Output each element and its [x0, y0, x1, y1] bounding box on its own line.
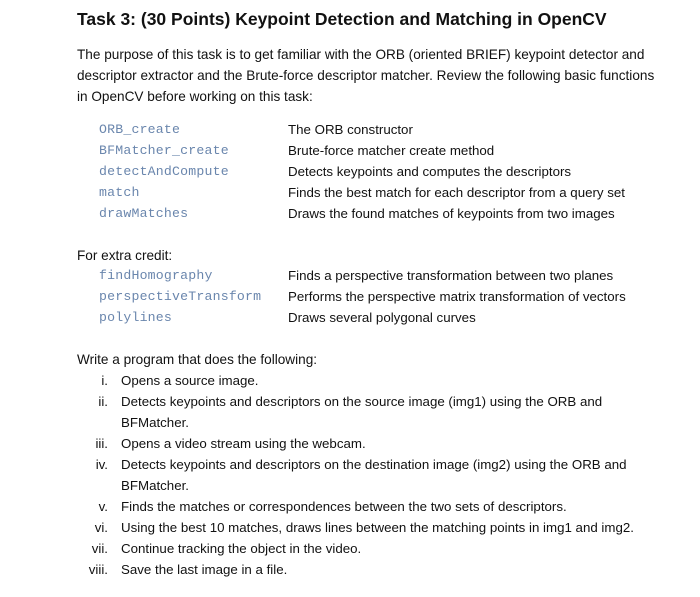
list-item — [70, 433, 680, 454]
function-row — [99, 140, 679, 161]
function-row — [99, 265, 679, 286]
task-title: Task 3: (30 Points) Keypoint Detection and Matching in OpenCV — [77, 9, 607, 29]
function-row — [99, 119, 679, 140]
intro-paragraph — [77, 44, 677, 107]
function-description: The ORB constructor — [288, 122, 413, 137]
function-description: Detects keypoints and computes the descriptors — [288, 164, 572, 179]
intro-line: in OpenCV before working on this task: — [77, 89, 313, 104]
step-text: Using the best 10 matches, draws lines between the matching points in img1 and img2. — [121, 520, 634, 535]
function-row — [99, 307, 679, 328]
function-name: polylines — [99, 310, 173, 325]
step-text: Finds the matches or correspondences between the two sets of descriptors. — [121, 499, 567, 514]
function-row — [99, 203, 679, 224]
function-description: Finds a perspective transformation between two planes — [288, 268, 614, 283]
step-number: vi. — [94, 520, 108, 535]
function-name: perspectiveTransform — [99, 289, 262, 304]
list-item — [70, 370, 680, 391]
list-item — [70, 559, 680, 580]
function-description: Performs the perspective matrix transformation of vectors — [288, 289, 626, 304]
list-item — [70, 538, 680, 559]
function-description: Draws several polygonal curves — [288, 310, 476, 325]
list-item — [70, 454, 680, 496]
step-text: Opens a video stream using the webcam. — [121, 436, 366, 451]
step-number: i. — [101, 373, 108, 388]
step-number: v. — [98, 499, 108, 514]
intro-line: descriptor extractor and the Brute-force descriptor matcher. Review the following basic functions — [77, 68, 655, 83]
step-number: ii. — [98, 394, 108, 409]
step-text: Detects keypoints and descriptors on the destination image (img2) using the ORB and — [121, 457, 627, 472]
step-text: Detects keypoints and descriptors on the source image (img1) using the ORB and — [121, 394, 603, 409]
step-number: viii. — [88, 562, 108, 577]
function-name: findHomography — [99, 268, 213, 283]
basic-functions-table — [99, 119, 679, 224]
step-text-continued: BFMatcher. — [121, 415, 189, 430]
function-row — [99, 286, 679, 307]
function-description: Brute-force matcher create method — [288, 143, 495, 158]
list-item — [70, 496, 680, 517]
function-name: ORB_create — [99, 122, 181, 137]
program-intro: Write a program that does the following: — [77, 352, 318, 367]
step-number: iii. — [95, 436, 108, 451]
function-name: match — [99, 185, 140, 200]
step-text: Continue tracking the object in the video. — [121, 541, 362, 556]
step-number: iv. — [95, 457, 108, 472]
extra-credit-functions-table — [99, 265, 679, 328]
step-text-continued: BFMatcher. — [121, 478, 189, 493]
extra-credit-label: For extra credit: — [77, 248, 173, 263]
function-name: BFMatcher_create — [99, 143, 229, 158]
intro-line: The purpose of this task is to get familiar with the ORB (oriented BRIEF) keypoint detector and — [77, 47, 645, 62]
step-text: Save the last image in a file. — [121, 562, 288, 577]
step-text: Opens a source image. — [121, 373, 259, 388]
list-item — [70, 391, 680, 433]
function-name: detectAndCompute — [99, 164, 229, 179]
function-row — [99, 182, 679, 203]
step-number: vii. — [91, 541, 108, 556]
function-description: Finds the best match for each descriptor from a query set — [288, 185, 626, 200]
program-steps-list — [70, 370, 680, 580]
function-description: Draws the found matches of keypoints from two images — [288, 206, 615, 221]
function-row — [99, 161, 679, 182]
function-name: drawMatches — [99, 206, 189, 221]
list-item — [70, 517, 680, 538]
